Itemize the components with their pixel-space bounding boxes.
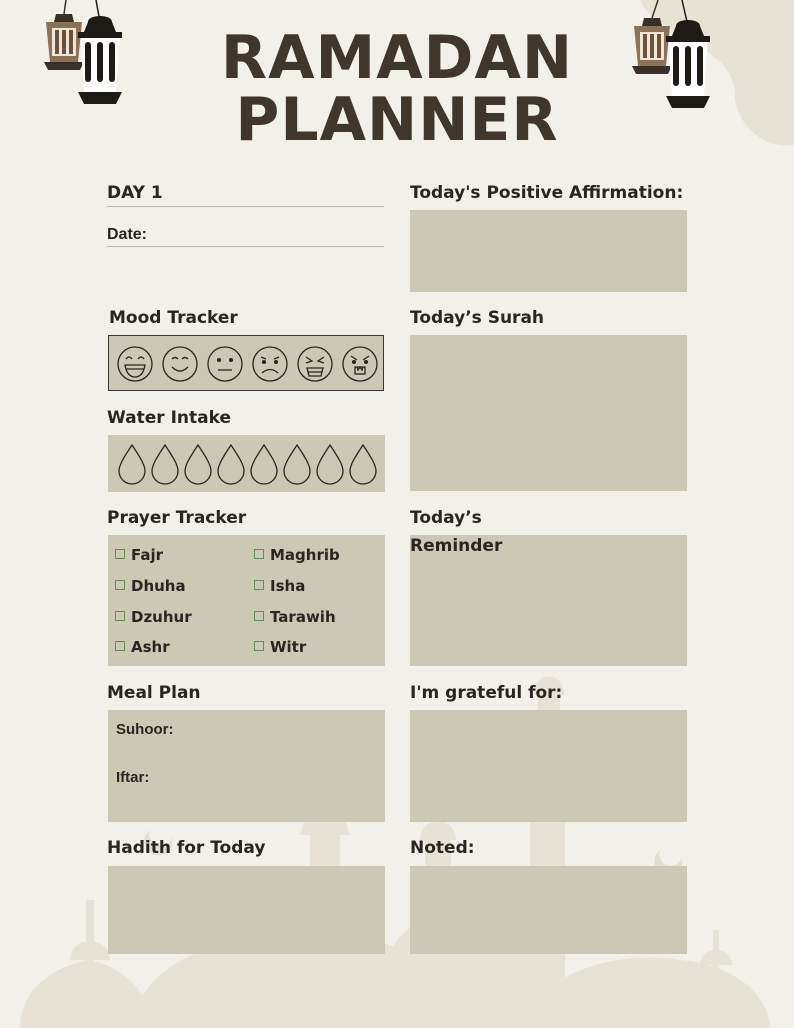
title-line-1: RAMADAN xyxy=(220,23,574,93)
prayer-item-dzuhur[interactable]: Dzuhur xyxy=(115,608,192,626)
water-drop-3-icon[interactable] xyxy=(185,445,211,484)
title-line-2: PLANNER xyxy=(235,85,559,155)
prayer-item-ashr[interactable]: Ashr xyxy=(115,638,170,656)
water-drop-8-icon[interactable] xyxy=(350,445,376,484)
noted-box[interactable] xyxy=(410,866,687,954)
surah-heading: Today’s Surah xyxy=(410,308,545,328)
prayer-item-isha[interactable]: Isha xyxy=(254,577,305,595)
prayer-tracker-box xyxy=(108,535,385,666)
mood-worried-icon[interactable] xyxy=(253,347,287,381)
prayer-item-fajr[interactable]: Fajr xyxy=(115,546,163,564)
water-drop-6-icon[interactable] xyxy=(284,445,310,484)
grateful-box[interactable] xyxy=(410,710,687,822)
checkbox-icon[interactable] xyxy=(254,611,264,621)
date-underline[interactable] xyxy=(107,246,384,247)
date-label: Date: xyxy=(107,226,148,243)
water-drop-7-icon[interactable] xyxy=(317,445,343,484)
hadith-heading: Hadith for Today xyxy=(107,838,266,858)
checkbox-icon[interactable] xyxy=(254,641,264,651)
water-drop-4-icon[interactable] xyxy=(218,445,244,484)
prayer-item-tarawih[interactable]: Tarawih xyxy=(254,608,336,626)
water-drop-1-icon[interactable] xyxy=(119,445,145,484)
checkbox-icon[interactable] xyxy=(115,641,125,651)
mood-smiling-icon[interactable] xyxy=(163,347,197,381)
affirmation-heading: Today's Positive Affirmation: xyxy=(410,183,684,203)
water-drop-2-icon[interactable] xyxy=(152,445,178,484)
mood-laughing-icon[interactable] xyxy=(118,347,152,381)
water-intake-box xyxy=(108,435,385,492)
prayer-item-maghrib[interactable]: Maghrib xyxy=(254,546,340,564)
mood-tracker-box xyxy=(108,335,384,391)
water-intake-heading: Water Intake xyxy=(107,408,231,428)
noted-heading: Noted: xyxy=(410,838,475,858)
meal-plan-box[interactable] xyxy=(108,710,385,822)
mood-crying-icon[interactable] xyxy=(298,347,332,381)
suhoor-label: Suhoor: xyxy=(116,721,174,738)
mood-tracker-heading: Mood Tracker xyxy=(109,308,238,328)
mood-angry-icon[interactable] xyxy=(343,347,377,381)
checkbox-icon[interactable] xyxy=(115,580,125,590)
iftar-label: Iftar: xyxy=(116,769,150,786)
day-label: DAY 1 xyxy=(107,183,163,203)
checkbox-icon[interactable] xyxy=(115,611,125,621)
meal-plan-heading: Meal Plan xyxy=(107,683,201,703)
hadith-box[interactable] xyxy=(108,866,385,954)
mood-neutral-icon[interactable] xyxy=(208,347,242,381)
prayer-item-witr[interactable]: Witr xyxy=(254,638,306,656)
prayer-item-dhuha[interactable]: Dhuha xyxy=(115,577,186,595)
day-underline xyxy=(107,206,384,207)
checkbox-icon[interactable] xyxy=(115,549,125,559)
reminder-heading-line-1: Today’s xyxy=(410,508,482,528)
reminder-heading-line-2: Reminder xyxy=(410,536,503,556)
checkbox-icon[interactable] xyxy=(254,580,264,590)
water-drop-5-icon[interactable] xyxy=(251,445,277,484)
checkbox-icon[interactable] xyxy=(254,549,264,559)
affirmation-box[interactable] xyxy=(410,210,687,292)
grateful-heading: I'm grateful for: xyxy=(410,683,563,703)
surah-box[interactable] xyxy=(410,335,687,491)
prayer-tracker-heading: Prayer Tracker xyxy=(107,508,247,528)
